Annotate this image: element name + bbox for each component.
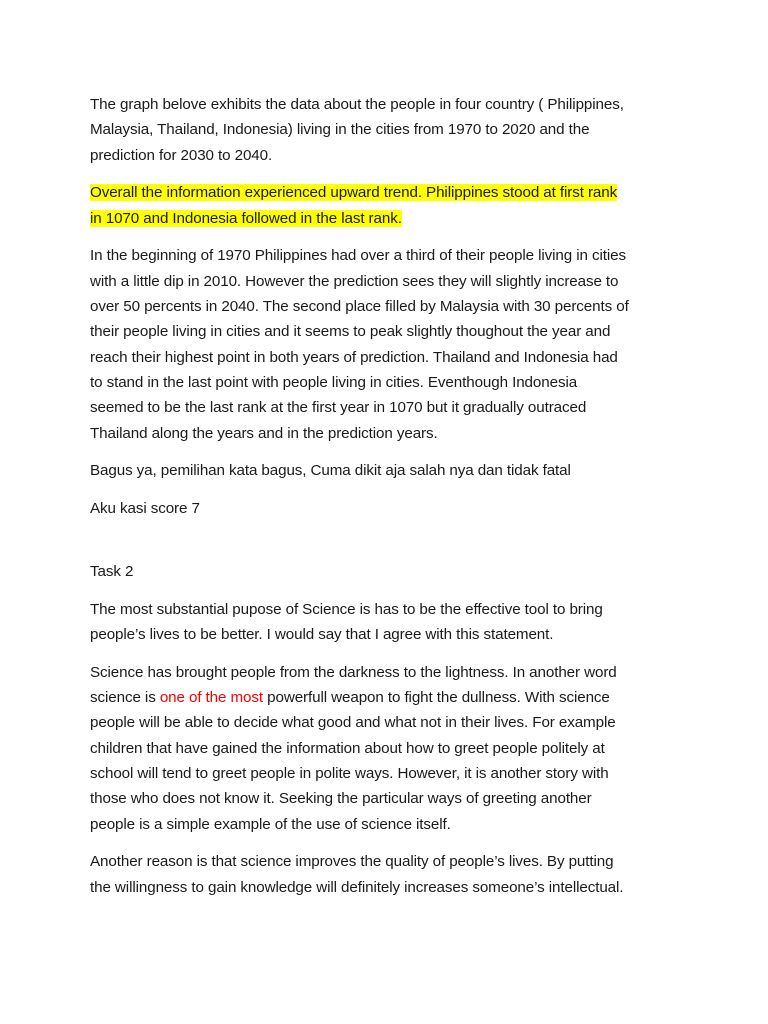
document-page (90, 92, 690, 913)
text-line: people is a simple example of the use of science itself. (90, 815, 451, 833)
highlighted-text: in 1070 and Indonesia followed in the last rank. (90, 209, 402, 227)
text-line: Science has brought people from the darkness to the lightness. In another word (90, 663, 617, 681)
text-line: children that have gained the information about how to greet people politely at (90, 739, 605, 757)
text-segment: powerfull weapon to fight the dullness. With science (263, 689, 610, 707)
body-paragraph-3 (90, 849, 690, 900)
text-line: school will tend to greet people in polite ways. However, it is another story with (90, 765, 609, 783)
red-text: one of the most (159, 689, 264, 707)
text-line: Malaysia, Thailand, Indonesia) living in the cities from 1970 to 2020 and the (90, 121, 590, 139)
text-line: prediction for 2030 to 2040. (90, 146, 273, 164)
text-line: to stand in the last point with people living in cities. Eventhough Indonesia (90, 373, 578, 391)
highlighted-paragraph (90, 180, 690, 231)
text-line: Another reason is that science improves the quality of people’s lives. By putting (90, 853, 614, 871)
text-line: those who does not know it. Seeking the particular ways of greeting another (90, 790, 592, 808)
text-line: reach their highest point in both years of prediction. Thailand and Indonesia had (90, 348, 618, 366)
text-line: people will be able to decide what good and what not in their lives. For example (90, 714, 616, 732)
text-line: people’s lives to be better. I would say that I agree with this statement. (90, 626, 554, 644)
body-paragraph-1 (90, 243, 690, 445)
highlighted-text: Overall the information experienced upward trend. Philippines stood at first rank (90, 184, 618, 202)
text-line: their people living in cities and it seems to peak slightly thoughout the year and (90, 323, 611, 341)
task2-title (90, 559, 690, 584)
text-line: over 50 percents in 2040. The second place filled by Malaysia with 30 percents of (90, 298, 629, 316)
intro-paragraph (90, 92, 690, 168)
text-line: In the beginning of 1970 Philippines had over a third of their people living in cities (90, 247, 626, 265)
text-line: The graph belove exhibits the data about the people in four country ( Philippines, (90, 96, 624, 113)
text-line (90, 685, 690, 710)
text-line: with a little dip in 2010. However the prediction sees they will slightly increase to (90, 272, 619, 290)
text-segment: science is (90, 689, 160, 707)
text-line: the willingness to gain knowledge will definitely increases someone’s intellectual. (90, 878, 624, 896)
task2-intro-paragraph (90, 597, 690, 648)
text-line: seemed to be the last rank at the first year in 1070 but it gradually outraced (90, 399, 587, 417)
comment-paragraph (90, 458, 690, 483)
text-line: Thailand along the years and in the prediction years. (90, 424, 438, 442)
text-line: Task 2 (90, 562, 134, 580)
blank-line (90, 534, 690, 559)
text-line: Aku kasi score 7 (90, 500, 200, 518)
body-paragraph-2 (90, 660, 690, 837)
text-line: Bagus ya, pemilihan kata bagus, Cuma dikit aja salah nya dan tidak fatal (90, 462, 571, 480)
score-paragraph (90, 496, 690, 521)
text-line: The most substantial pupose of Science is has to be the effective tool to bring (90, 600, 603, 618)
